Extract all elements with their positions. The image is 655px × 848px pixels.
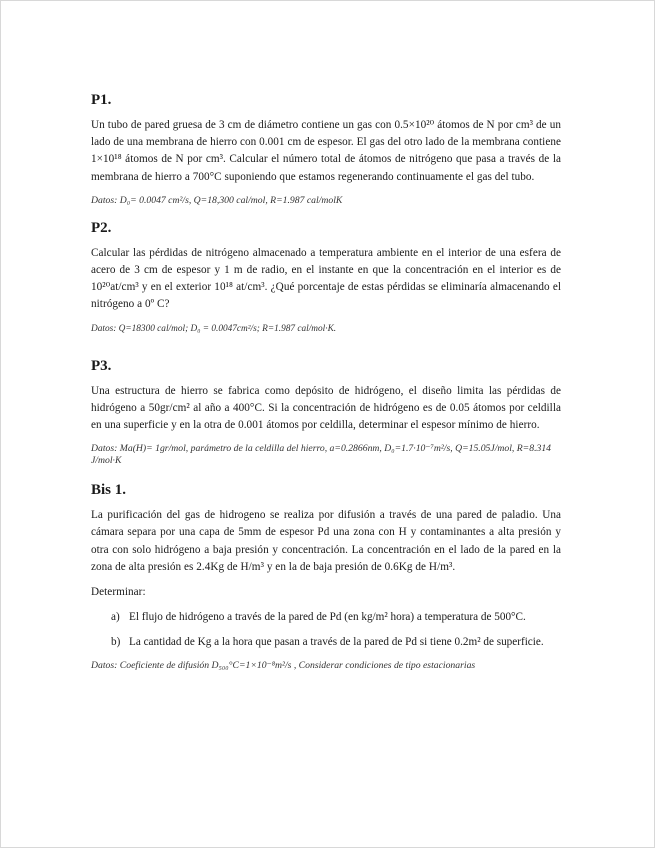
problem-p1-text: Un tubo de pared gruesa de 3 cm de diámetro contiene un gas con 0.5×10²⁰ átomos de N por cm³ de un lado de una membrana de hierro con 0.001 cm de espesor. El gas del otro lado de la membrana contiene 1×10¹⁸ átomos de N por cm³. Calcular el número total de átomos de nitrógeno que pasa a través de la membrana de hierro a 700°C suponiendo que estamos regenerando continuamente el gas del tubo. <box>91 119 561 183</box>
problem-bis1-title: Bis 1. <box>91 482 127 499</box>
list-item-marker: a) <box>111 611 120 624</box>
problem-p1-data: Datos: D₀= 0.0047 cm²/s, Q=18,300 cal/mol, R=1.987 cal/molK <box>91 194 343 206</box>
problem-p2-data: Datos: Q=18300 cal/mol; D₀ = 0.0047cm²/s; R=1.987 cal/mol·K. <box>91 323 337 334</box>
problem-p3-data: Datos: Ma(H)= 1gr/mol, parámetro de la celdilla del hierro, a=0.2866nm, D₀=1.7·10⁻⁷m²/s, Q=15.05J/mol, R=8.314 J/mol·K <box>91 443 552 467</box>
problem-p3-text: Una estructura de hierro se fabrica como depósito de hidrógeno, el diseño limita las pérdidas de hidrógeno a 50gr/cm² al año a 400°C. Si la concentración de hidrógeno es de 0.05 átomos por celdilla en una superficie y en la otra de 0.001 átomos por celdilla, determinar el espesor mínimo de hierro. <box>91 384 561 432</box>
problem-p2-title: P2. <box>91 219 112 236</box>
document-content <box>91 91 561 672</box>
problem-p2 <box>91 219 561 335</box>
list-item-marker: b) <box>111 636 121 649</box>
problem-p1 <box>91 91 561 207</box>
problem-p1-title: P1. <box>91 92 112 108</box>
problem-bis1-list <box>91 609 561 651</box>
problem-p3-title: P3. <box>91 357 112 374</box>
problem-bis1-determine: Determinar: <box>91 586 146 599</box>
problem-p2-text: Calcular las pérdidas de nitrógeno almacenado a temperatura ambiente en el interior de una esfera de acero de 3 cm de espesor y 1 m de radio, en el instante en que la concentración en el interior es de 10²⁰at/cm³ y en el exterior 10¹⁸ at/cm³. ¿Qué porcentaje de estas pérdidas se eliminaría almacenando el nitrógeno a 0º C? <box>91 246 561 311</box>
problem-bis1 <box>91 481 561 671</box>
problem-bis1-text: La purificación del gas de hidrogeno se realiza por difusión a través de una pared de paladio. Una cámara separa por una capa de 5mm de espesor Pd una zona con H y contaminantes a alta presión y otra con solo hidrógeno a baja presión y concentración. La concentración en el lado de la pared en la zona de alta presión es 2.4Kg de H/m³ y en la de baja presión de 0.6Kg de H/m³. <box>91 509 561 573</box>
list-item-text: La cantidad de Kg a la hora que pasan a través de la pared de Pd si tiene 0.2m² de superficie. <box>129 636 544 649</box>
list-item <box>91 609 561 626</box>
problem-bis1-data: Datos: Coeficiente de difusión D₅₀₀°C=1×10⁻⁸m²/s , Considerar condiciones de tipo estacionarias <box>91 659 476 671</box>
problem-p3 <box>91 357 561 468</box>
list-item <box>91 634 561 651</box>
list-item-text: El flujo de hidrógeno a través de la pared de Pd (en kg/m² hora) a temperatura de 500°C. <box>129 611 526 624</box>
